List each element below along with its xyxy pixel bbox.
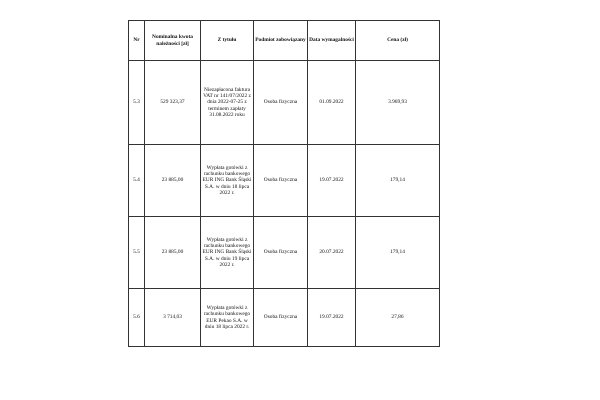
row-nr: 5.3 <box>129 61 145 145</box>
row-due-date: 20.07.2022 <box>308 217 356 289</box>
row-due-date: 19.07.2022 <box>308 145 356 217</box>
header-nr: Nr <box>129 21 145 61</box>
row-nominal-amount: 23 885,00 <box>145 217 201 289</box>
header-obligor: Podmiot zobowiązany <box>254 21 308 61</box>
row-nominal-amount: 529 323,37 <box>145 61 201 145</box>
row-due-date: 01.09.2022 <box>308 61 356 145</box>
header-title: Z tytułu <box>201 21 254 61</box>
header-due-date: Data wymagalności <box>308 21 356 61</box>
row-price: 179,14 <box>356 217 440 289</box>
table-row <box>129 217 440 289</box>
row-obligor: Osoba fizyczna <box>254 61 308 145</box>
row-obligor: Osoba fizyczna <box>254 289 308 347</box>
row-price: 27,86 <box>356 289 440 347</box>
table-row <box>129 61 440 145</box>
row-due-date: 19.07.2022 <box>308 289 356 347</box>
row-nr: 5.6 <box>129 289 145 347</box>
row-nr: 5.4 <box>129 145 145 217</box>
row-obligor: Osoba fizyczna <box>254 145 308 217</box>
row-title: Wypłata gotówki z rachunku bankowego EUR ING Bank Śląski S.A. w dniu 18 lipca 2022 r. <box>201 145 254 217</box>
row-nr: 5.5 <box>129 217 145 289</box>
row-obligor: Osoba fizyczna <box>254 217 308 289</box>
header-price: Cena (zł) <box>356 21 440 61</box>
row-nominal-amount: 3 714,03 <box>145 289 201 347</box>
row-title: Niezapłacona faktura VAT nr 141/07/2022 z dnia 2022-07-25 z terminem zapłaty 31.08.2022 roku <box>201 61 254 145</box>
table-header-row <box>129 21 440 61</box>
row-nominal-amount: 23 885,00 <box>145 145 201 217</box>
header-nominal-amount: Nominalna kwota należności [zł] <box>145 21 201 61</box>
table-row <box>129 145 440 217</box>
row-title: Wypłata gotówki z rachunku bankowego EUR ING Bank Śląski S.A. w dniu 19 lipca 2022 r. <box>201 217 254 289</box>
row-price: 3.969,93 <box>356 61 440 145</box>
table-row <box>129 289 440 347</box>
claims-table <box>128 20 440 347</box>
row-price: 179,14 <box>356 145 440 217</box>
row-title: Wypłata gotówki z rachunku bankowego EUR Pekao S.A. w dniu 18 lipca 2022 r. <box>201 289 254 347</box>
